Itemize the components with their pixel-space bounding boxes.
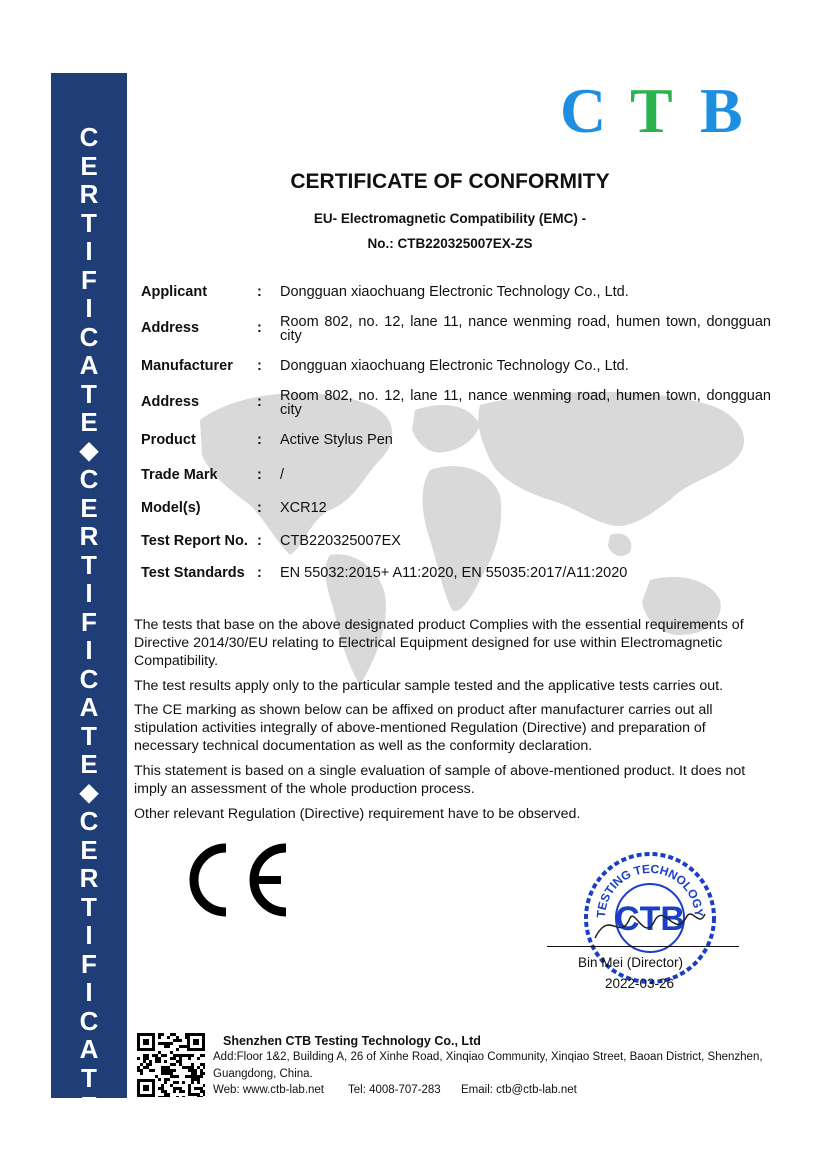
field-value: Dongguan xiaochuang Electronic Technology Co., Ltd. (280, 358, 629, 374)
field-colon: : (257, 565, 262, 581)
side-band-letter: E (80, 749, 98, 779)
field-value: Room 802, no. 12, lane 11, nance wenming road, humen town, dongguan city (280, 314, 771, 344)
side-band-letter: C (79, 663, 99, 694)
field-colon: : (257, 467, 262, 483)
side-band-letter: T (81, 549, 97, 580)
field-colon: : (257, 500, 262, 516)
field-colon: : (257, 284, 262, 300)
signer-name: Bin Mei (Director) (578, 955, 684, 970)
field-colon: : (257, 533, 262, 549)
qr-code (137, 1033, 205, 1097)
statement-paragraph-3: The CE marking as shown below can be affixed on product after manufacturer carries out all stipulation activities integrally of above-mentioned Regulation (Directive) and preparation of necessary technical documentation as well as the conformity declaration. (134, 702, 713, 754)
side-band-letter: I (85, 578, 93, 608)
side-band-letter: I (85, 977, 93, 1007)
side-band-letter: T (81, 720, 97, 751)
field-value: EN 55032:2015+ A11:2020, EN 55035:2017/A11:2020 (280, 565, 628, 581)
field-label: Trade Mark (141, 467, 218, 483)
side-band-letter: I (85, 293, 93, 323)
field-colon: : (257, 394, 262, 410)
stamp-ring-text: TESTING TECHNOLOGY (593, 861, 707, 919)
field-value: CTB220325007EX (280, 533, 401, 549)
ce-mark (186, 842, 290, 918)
signature-date: 2022-03-26 (605, 976, 675, 991)
side-band-letter: T (81, 891, 97, 922)
footer-address-line-2: Guangdong, China. (213, 1068, 313, 1080)
side-band-letter: C (79, 321, 99, 352)
statement-paragraph-1: The tests that base on the above designated product Complies with the essential requirements of Directive 2014/30/EU relating to Electrical Equipment designed for use within Electromagnetic Compatibility. (134, 617, 744, 669)
field-label: Product (141, 432, 196, 448)
side-band-letter: F (81, 264, 97, 295)
side-band-letter: E (80, 834, 98, 865)
side-band-letter: I (85, 920, 93, 950)
field-value: Dongguan xiaochuang Electronic Technology Co., Ltd. (280, 284, 629, 300)
side-band-letter: A (79, 350, 99, 380)
field-colon: : (257, 432, 262, 448)
side-band-text (51, 123, 127, 1121)
side-band-letter: T (81, 207, 97, 238)
stamp-center-text: CTB (615, 900, 685, 938)
side-band-letter: E (80, 1091, 98, 1121)
logo-letter-c: C (560, 80, 607, 138)
ctb-logo (560, 80, 770, 138)
field-value: / (280, 467, 285, 483)
signature-line (547, 946, 739, 947)
statement-paragraph-4: This statement is based on a single evaluation of sample of above-mentioned product. It does not imply an assessment of the whole production process. (134, 763, 746, 797)
field-label: Manufacturer (141, 358, 233, 374)
side-band-letter: C (79, 1005, 99, 1036)
certificate-subtitle: EU- Electromagnetic Compatibility (EMC) - (313, 211, 587, 226)
side-band-diamond: ◆ (79, 778, 99, 806)
side-band-letter: T (81, 1062, 97, 1093)
certificate-number: No.: CTB220325007EX-ZS (367, 236, 533, 251)
side-band-letter: F (81, 948, 97, 979)
side-band-letter: A (79, 692, 99, 722)
field-label: Applicant (141, 284, 208, 300)
side-band-letter: I (85, 635, 93, 665)
field-value: Active Stylus Pen (280, 432, 393, 448)
side-band-diamond: ◆ (79, 436, 99, 464)
side-band-letter: R (79, 179, 99, 209)
footer-web: Web: www.ctb-lab.net (213, 1084, 325, 1096)
field-label: Model(s) (141, 500, 201, 516)
side-band-letter: R (79, 521, 99, 551)
side-band-letter: C (79, 122, 99, 152)
field-colon: : (257, 358, 262, 374)
side-band-letter: C (79, 806, 99, 836)
side-band-letter: R (79, 863, 99, 893)
field-label: Test Standards (141, 565, 245, 581)
side-band-letter: C (79, 464, 99, 494)
footer-tel: Tel: 4008-707-283 (348, 1084, 441, 1096)
field-label: Test Report No. (141, 533, 248, 549)
logo-letter-b: B (700, 80, 743, 138)
side-band-letter: T (81, 378, 97, 409)
field-label: Address (141, 320, 200, 336)
side-band-letter: E (80, 150, 98, 181)
statement-paragraph-2: The test results apply only to the particular sample tested and the applicative tests carries out. (134, 678, 724, 694)
side-band-letter: A (79, 1034, 99, 1064)
logo-letter-t: T (630, 80, 673, 138)
field-value: XCR12 (280, 500, 327, 516)
field-value: Room 802, no. 12, lane 11, nance wenming road, humen town, dongguan city (280, 388, 771, 418)
field-label: Address (141, 394, 200, 410)
footer-company: Shenzhen CTB Testing Technology Co., Ltd (223, 1034, 481, 1048)
statement-paragraph-5: Other relevant Regulation (Directive) requirement have to be observed. (134, 806, 581, 822)
certificate-title: CERTIFICATE OF CONFORMITY (290, 170, 610, 193)
footer-email: Email: ctb@ctb-lab.net (461, 1084, 577, 1096)
field-colon: : (257, 320, 262, 336)
side-band-letter: I (85, 236, 93, 266)
side-band-letter: E (80, 407, 98, 437)
footer-address-line-1: Add:Floor 1&2, Building A, 26 of Xinhe Road, Xinqiao Community, Xinqiao Street, Baoan District, Shenzhen, (213, 1051, 763, 1063)
side-band-letter: F (81, 606, 97, 637)
side-band (51, 73, 127, 1121)
side-band-letter: E (80, 492, 98, 523)
